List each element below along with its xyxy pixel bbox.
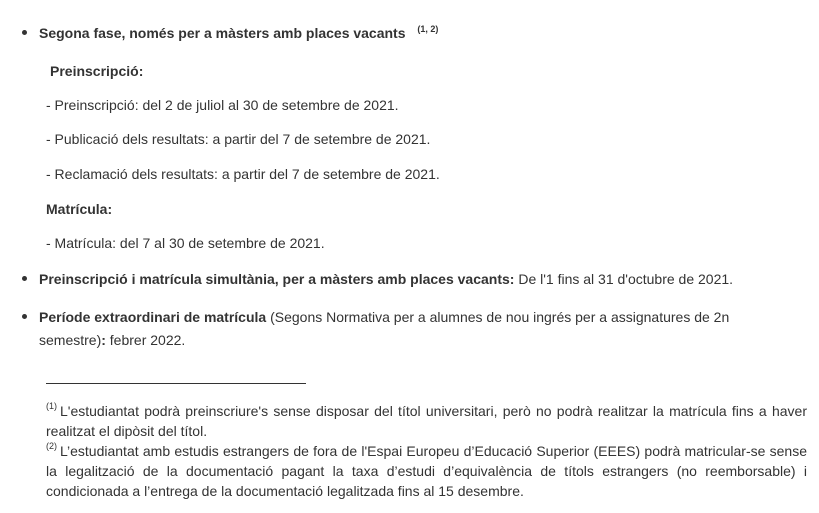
item-extraordinari-text-2a: semestre) (39, 332, 102, 348)
bullet-icon (22, 30, 27, 35)
reclamacio-line: - Reclamació dels resultats: a partir del 7 de setembre de 2021. (46, 166, 440, 182)
matricula-line: - Matrícula: del 7 al 30 de setembre de 2021. (46, 235, 325, 251)
publicacio-line: - Publicació dels resultats: a partir del 7 de setembre de 2021. (46, 131, 431, 147)
footnote-2 (46, 441, 807, 501)
preinscripcio-line: - Preinscripció: del 2 de juliol al 30 de setembre de 2021. (46, 97, 399, 113)
item-extraordinari-text: (Segons Normativa per a alumnes de nou ingrés per a assignatures de 2n (266, 309, 730, 325)
item-extraordinari (39, 308, 729, 326)
bullet-icon (22, 314, 27, 319)
item-extraordinari-cont (39, 331, 185, 349)
footnote-text: L’estudiantat amb estudis estrangers de fora de l'Espai Europeu d’Educació Superior (EEES) podrà matricular-se sense la legalització de la documentació pagant la taxa d’estudi d’equivalència de títols estrangers (no reemborsable) i condicionada a l’entrega de la documentació legalitzada fins al 15 desembre. (46, 443, 807, 499)
item-simultania (39, 270, 733, 288)
item-simultania-title: Preinscripció i matrícula simultània, per a màsters amb places vacants: (39, 271, 515, 287)
bullet-icon (22, 276, 27, 281)
matricula-heading: Matrícula: (46, 201, 113, 217)
preinscripcio-heading: Preinscripció: (50, 63, 144, 79)
footnote-text: L'estudiantat podrà preinscriure's sense disposar del títol universitari, però no podrà realitzar la matrícula fins a haver realitzat el dipòsit del títol. (46, 403, 807, 439)
footnote-1 (46, 401, 807, 441)
item-segona-fase-title (39, 24, 438, 42)
footnote-marker: (2) (46, 441, 57, 451)
item-simultania-text: De l'1 fins al 31 d'octubre de 2021. (514, 271, 734, 287)
footnote-ref: (1, 2) (417, 24, 439, 34)
item-extraordinari-title: Període extraordinari de matrícula (39, 309, 267, 325)
item-extraordinari-colon: : (101, 332, 106, 348)
item-extraordinari-text-2c: febrer 2022. (105, 332, 186, 348)
footnote-divider (46, 383, 306, 384)
footnote-marker: (1) (46, 401, 57, 411)
item-title-text: Segona fase, només per a màsters amb places vacants (39, 25, 406, 41)
